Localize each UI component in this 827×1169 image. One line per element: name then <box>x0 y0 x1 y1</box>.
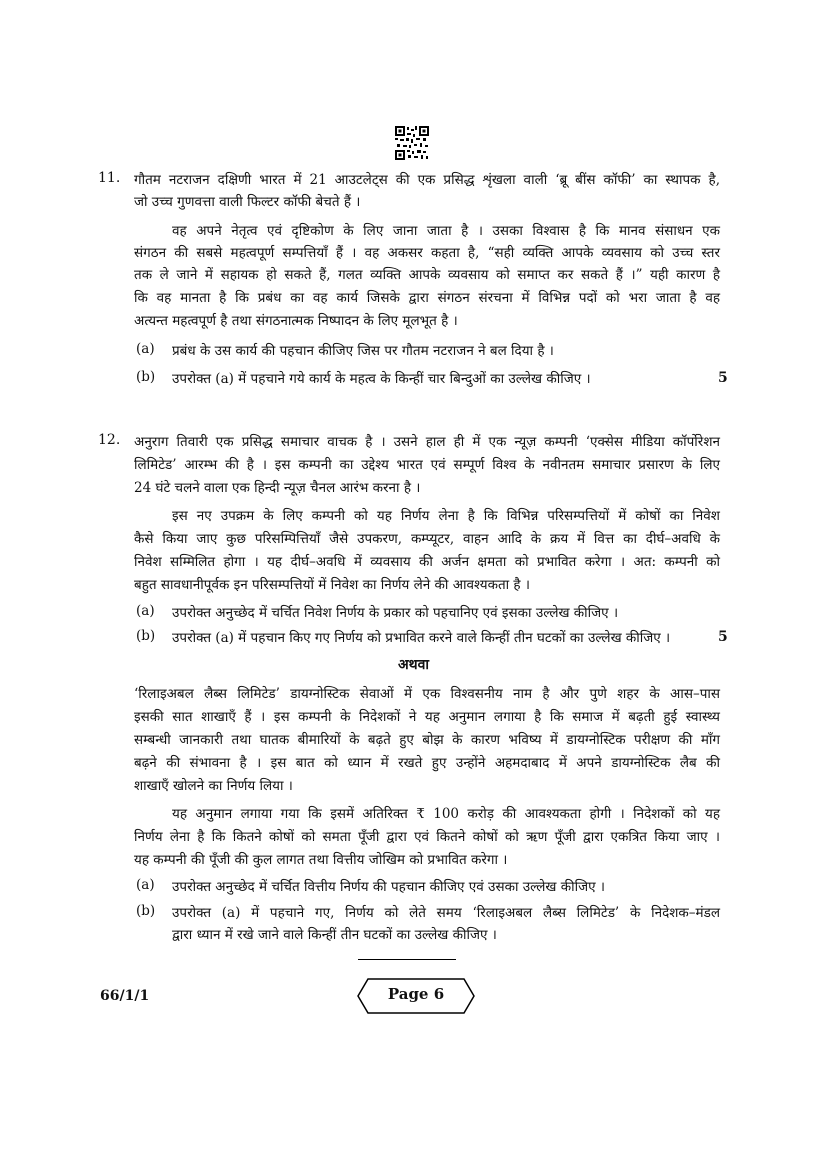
paragraph-line: जो उच्च गुणवत्ता वाली फिल्टर कॉफी बेचते हैं । <box>134 194 361 210</box>
paragraph-line: अनुराग तिवारी एक प्रसिद्ध समाचार वाचक है । उसने हाल ही में एक न्यूज़ कम्पनी ‘एक्सेस मीडिया कॉर्पोरेशन <box>134 434 720 450</box>
subquestion-label: (b) <box>136 903 156 919</box>
subquestion-text: उपरोक्त (a) में पहचान किए गए निर्णय को प्रभावित करने वाले किन्हीं तीन घटकों का उल्लेख कीजिए । <box>172 630 671 646</box>
subquestion-text: द्वारा ध्यान में रखे जाने वाले किन्हीं तीन घटकों का उल्लेख कीजिए । <box>172 927 497 943</box>
marks: 5 <box>718 370 728 386</box>
subquestion-label: (a) <box>136 603 155 619</box>
paper-code: 66/1/1 <box>100 988 150 1004</box>
paragraph-line: बहुत सावधानीपूर्वक इन परिसम्पत्तियों में निवेश का निर्णय लेने की आवश्यकता है । <box>134 577 531 593</box>
paragraph-line: 24 घंटे चलने वाला एक हिन्दी न्यूज़ चैनल आरंभ करना है । <box>134 480 421 496</box>
paragraph-line: सम्बन्धी जानकारी तथा घातक बीमारियों के बढ़ते हुए बोझ के कारण भविष्य में डायग्नोस्टिक परीक्षण की माँग <box>134 732 720 748</box>
paragraph-line: यह अनुमान लगाया गया कि इसमें अतिरिक्त ₹ 100 करोड़ की आवश्यकता होगी । निदेशकों को यह <box>172 806 720 822</box>
paragraph-line: इस नए उपक्रम के लिए कम्पनी को यह निर्णय लेना है कि विभिन्न परिसम्पत्तियों में कोषों का निवेश <box>172 508 720 524</box>
paragraph-line: शाखाएँ खोलने का निर्णय लिया । <box>134 778 293 794</box>
subquestion-label: (a) <box>136 341 155 357</box>
divider <box>358 959 456 960</box>
question-number: 12. <box>98 432 121 448</box>
paragraph-line: कि वह मानता है कि प्रबंध का वह कार्य जिसके द्वारा संगठन संरचना में विभिन्न पदों को भरा जाता है वह <box>134 290 720 306</box>
paragraph-line: ‘रिलाइअबल लैब्स लिमिटेड’ डायग्नोस्टिक सेवाओं में एक विश्वसनीय नाम है और पुणे शहर के आस–पास <box>134 686 720 702</box>
subquestion-text: उपरोक्त अनुच्छेद में चर्चित निवेश निर्णय के प्रकार को पहचानिए एवं इसका उल्लेख कीजिए । <box>172 605 619 621</box>
question-number: 11. <box>98 170 121 186</box>
paragraph-line: संगठन की सबसे महत्वपूर्ण सम्पत्तियाँ हैं । वह अकसर कहता है, “सही व्यक्ति आपके व्यवसाय को उच्च स्तर <box>134 245 720 261</box>
paragraph-line: लिमिटेड’ आरम्भ की है । इस कम्पनी का उद्देश्य भारत एवं सम्पूर्ण विश्व के नवीनतम समाचार प्रसारण के लिए <box>134 457 720 473</box>
page-number: Page 6 <box>387 985 445 1003</box>
subquestion-label: (a) <box>136 877 155 893</box>
subquestion-label: (b) <box>136 628 156 644</box>
or-label: अथवा <box>397 657 430 673</box>
subquestion-text: उपरोक्त (a) में पहचाने गये कार्य के महत्व के किन्हीं चार बिन्दुओं का उल्लेख कीजिए । <box>172 371 591 387</box>
paragraph-line: तक ले जाने में सहायक हो सकते हैं, गलत व्यक्ति आपके व्यवसाय को समाप्त कर सकते हैं ।” यही कारण है <box>134 267 720 283</box>
paragraph-line: निर्णय लेना है कि कितने कोषों को समता पूँजी द्वारा एवं कितने कोषों को ऋण पूँजी द्वारा एकत्रित किया जाए । <box>134 829 720 845</box>
subquestion-text: उपरोक्त (a) में पहचाने गए, निर्णय को लेते समय ‘रिलाइअबल लैब्स लिमिटेड’ के निदेशक–मंडल <box>172 905 720 921</box>
qr-code-icon <box>395 126 429 160</box>
paragraph-line: यह कम्पनी की पूँजी की कुल लागत तथा वित्तीय जोखिम को प्रभावित करेगा । <box>134 852 508 868</box>
paragraph-line: वह अपने नेतृत्व एवं दृष्टिकोण के लिए जाना जाता है । उसका विश्वास है कि मानव संसाधन एक <box>172 223 720 239</box>
subquestion-text: प्रबंध के उस कार्य की पहचान कीजिए जिस पर गौतम नटराजन ने बल दिया है । <box>172 343 554 359</box>
subquestion-label: (b) <box>136 369 156 385</box>
marks: 5 <box>718 629 728 645</box>
paragraph-line: निवेश सम्मिलित होगा । यह दीर्घ–अवधि में व्यवसाय की अर्जन क्षमता को प्रभावित करेगा । अत: कम्पनी को <box>134 554 720 570</box>
paragraph-line: कैसे किया जाए कुछ परिसम्पित्तियाँ जैसे उपकरण, कम्प्यूटर, वाहन आदि के क्रय में वित्त का दीर्घ–अवधि के <box>134 531 720 547</box>
paragraph-line: अत्यन्त महत्वपूर्ण है तथा संगठनात्मक निष्पादन के लिए मूलभूत है । <box>134 313 458 329</box>
paragraph-line: इसकी सात शाखाएँ हैं । इस कम्पनी के निदेशकों ने यह अनुमान लगाया है कि समाज में बढ़ती हुई स्वास्थ्य <box>134 709 720 725</box>
subquestion-text: उपरोक्त अनुच्छेद में चर्चित वित्तीय निर्णय की पहचान कीजिए एवं उसका उल्लेख कीजिए । <box>172 879 605 895</box>
paragraph-line: गौतम नटराजन दक्षिणी भारत में 21 आउटलेट्स की एक प्रसिद्ध शृंखला वाली ‘ब्रू बींस कॉफी’ का स्थापक है, <box>134 172 720 188</box>
paragraph-line: बढ़ने की संभावना है । इस बात को ध्यान में रखते हुए उन्होंने अहमदाबाद में अपने डायग्नोस्टिक लैब की <box>134 755 720 771</box>
